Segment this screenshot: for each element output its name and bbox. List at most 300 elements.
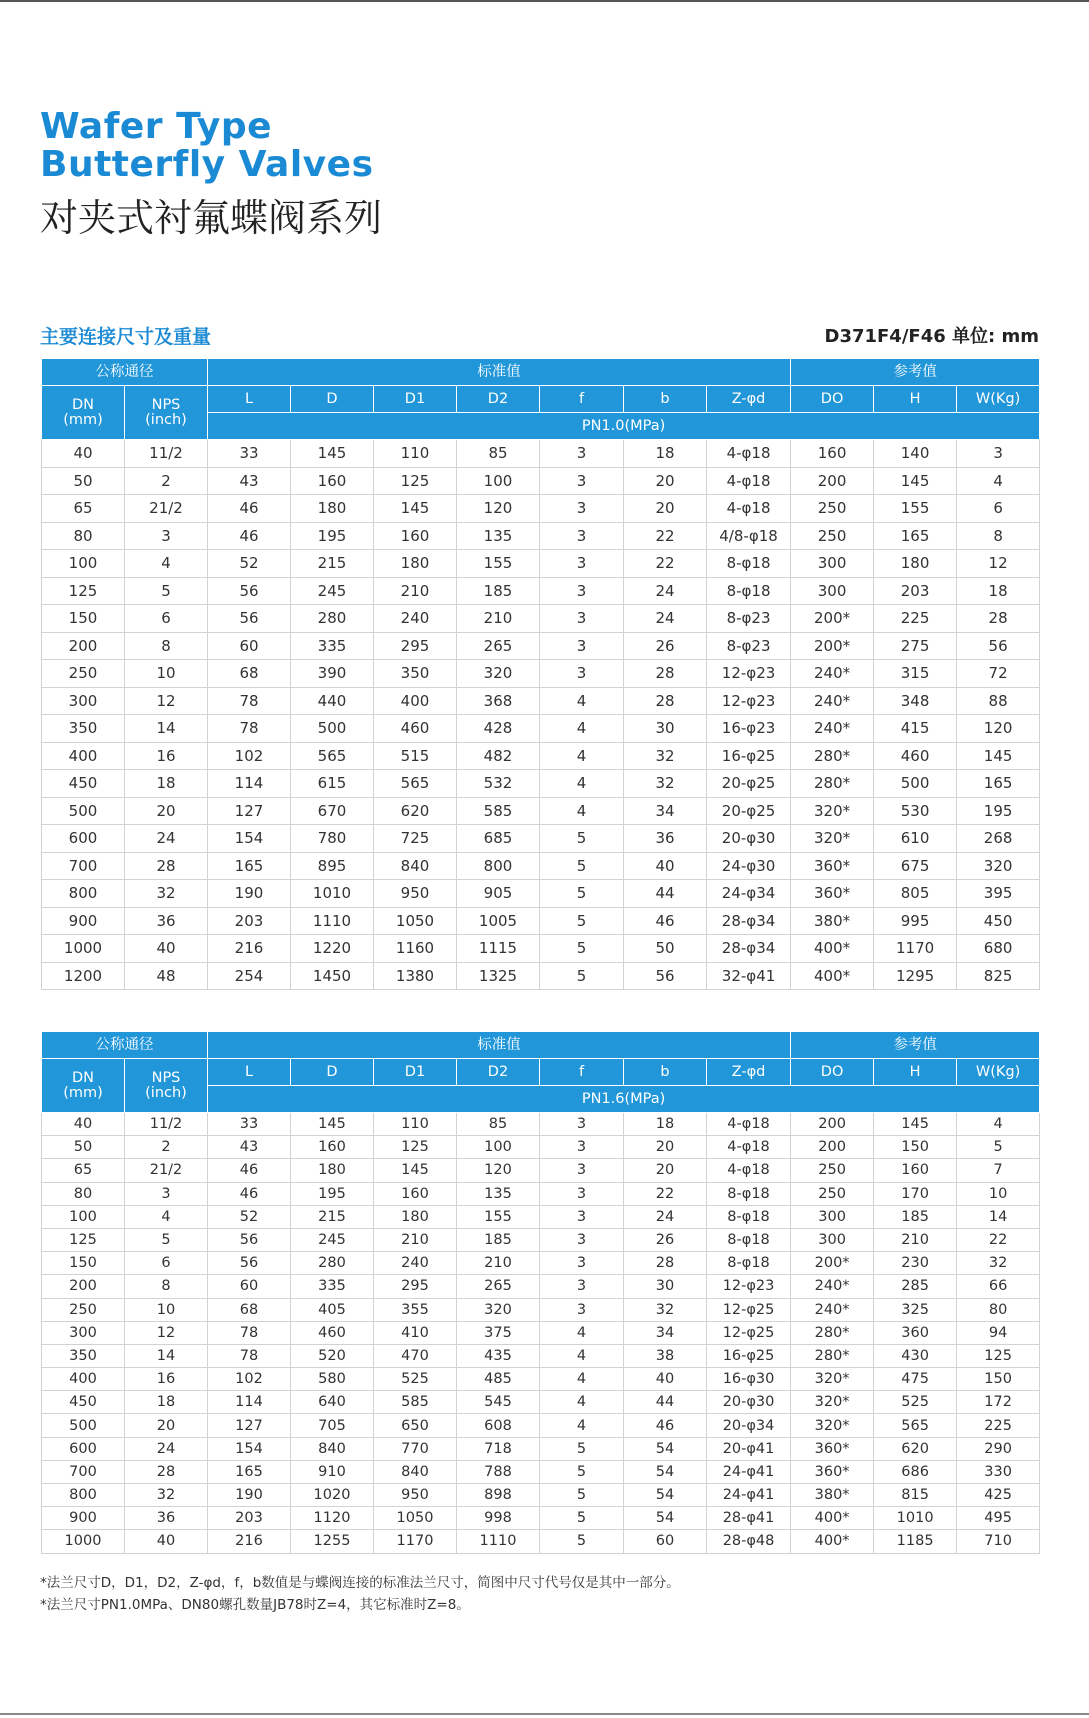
table-cell: 8 <box>957 522 1040 550</box>
table-cell: 38 <box>624 1344 707 1367</box>
table-cell: 8-φ18 <box>707 1205 791 1228</box>
table-cell: 94 <box>957 1321 1040 1344</box>
table-cell: 950 <box>374 1484 457 1507</box>
table-cell: 12-φ23 <box>707 1275 791 1298</box>
table-cell: 4 <box>540 1368 624 1391</box>
header-col: Z-φd <box>707 1059 791 1086</box>
title-english <box>40 108 374 184</box>
table-row <box>42 1460 1040 1483</box>
table-cell: 250 <box>791 495 874 523</box>
table-cell: 88 <box>957 687 1040 715</box>
table-cell: 320* <box>791 825 874 853</box>
table-cell: 20-φ25 <box>707 770 791 798</box>
table-cell: 265 <box>457 632 540 660</box>
table-row <box>42 1344 1040 1367</box>
table-cell: 12-φ25 <box>707 1321 791 1344</box>
table-cell: 4 <box>540 770 624 798</box>
table-cell: 11/2 <box>125 1113 208 1136</box>
table-cell: 20-φ30 <box>707 825 791 853</box>
table-row <box>42 1484 1040 1507</box>
table-cell: 300 <box>791 1228 874 1251</box>
table-cell: 210 <box>374 1228 457 1251</box>
header-dn <box>42 1059 125 1113</box>
table-cell: 125 <box>42 1228 125 1251</box>
table-cell: 460 <box>874 742 957 770</box>
table-cell: 145 <box>374 1159 457 1182</box>
table-cell: 100 <box>457 1136 540 1159</box>
table-cell: 80 <box>42 1182 125 1205</box>
table-cell: 300 <box>42 687 125 715</box>
table-cell: 545 <box>457 1391 540 1414</box>
table-row <box>42 1252 1040 1275</box>
table-cell: 428 <box>457 715 540 743</box>
table-cell: 21/2 <box>125 1159 208 1182</box>
header-col: W(Kg) <box>957 1059 1040 1086</box>
header-pressure-class: PN1.6(MPa) <box>208 1086 1040 1113</box>
table-cell: 500 <box>42 797 125 825</box>
table-cell: 24-φ34 <box>707 880 791 908</box>
table-cell: 32 <box>125 880 208 908</box>
table-cell: 3 <box>540 632 624 660</box>
table-cell: 28 <box>125 1460 208 1483</box>
table-cell: 185 <box>457 577 540 605</box>
spec-table-pn10 <box>41 359 1040 990</box>
table-cell: 8-φ23 <box>707 605 791 633</box>
table-cell: 600 <box>42 1437 125 1460</box>
table-cell: 32-φ41 <box>707 962 791 990</box>
table-cell: 485 <box>457 1368 540 1391</box>
table-cell: 530 <box>874 797 957 825</box>
table-cell: 3 <box>540 467 624 495</box>
table-cell: 395 <box>957 880 1040 908</box>
table-cell: 24 <box>624 605 707 633</box>
table-cell: 1000 <box>42 935 125 963</box>
table-row <box>42 1368 1040 1391</box>
table-row <box>42 907 1040 935</box>
table-cell: 180 <box>291 495 374 523</box>
table-cell: 160 <box>291 1136 374 1159</box>
table-cell: 675 <box>874 852 957 880</box>
header-col: D1 <box>374 1059 457 1086</box>
table-cell: 32 <box>624 742 707 770</box>
table-cell: 24-φ30 <box>707 852 791 880</box>
table-cell: 216 <box>208 1530 291 1553</box>
table-cell: 898 <box>457 1484 540 1507</box>
table-cell: 400* <box>791 1530 874 1553</box>
table-cell: 3 <box>540 1113 624 1136</box>
table-cell: 250 <box>42 660 125 688</box>
table-cell: 5 <box>540 825 624 853</box>
table-row <box>42 550 1040 578</box>
table-cell: 32 <box>957 1252 1040 1275</box>
table-row <box>42 1182 1040 1205</box>
table-cell: 120 <box>457 495 540 523</box>
header-col: DO <box>791 386 874 413</box>
header-standard-values: 标准值 <box>208 359 791 386</box>
table-row <box>42 770 1040 798</box>
table-cell: 190 <box>208 1484 291 1507</box>
table-cell: 155 <box>457 1205 540 1228</box>
table-cell: 22 <box>624 1182 707 1205</box>
table-cell: 240* <box>791 1275 874 1298</box>
table-row <box>42 632 1040 660</box>
table-cell: 3 <box>540 440 624 468</box>
table-cell: 910 <box>291 1460 374 1483</box>
table-cell: 840 <box>291 1437 374 1460</box>
table-cell: 3 <box>540 1298 624 1321</box>
table-cell: 1110 <box>291 907 374 935</box>
table-cell: 5 <box>540 962 624 990</box>
table-cell: 500 <box>42 1414 125 1437</box>
table-cell: 240* <box>791 715 874 743</box>
table-row <box>42 1321 1040 1344</box>
table-cell: 254 <box>208 962 291 990</box>
table-cell: 295 <box>374 1275 457 1298</box>
table-cell: 110 <box>374 1113 457 1136</box>
table-cell: 11/2 <box>125 440 208 468</box>
table-cell: 4-φ18 <box>707 440 791 468</box>
table-cell: 5 <box>540 1530 624 1553</box>
table-cell: 800 <box>42 880 125 908</box>
table-cell: 154 <box>208 825 291 853</box>
table-cell: 165 <box>874 522 957 550</box>
table-cell: 22 <box>624 522 707 550</box>
table-cell: 24 <box>624 577 707 605</box>
table-cell: 4 <box>540 715 624 743</box>
table-cell: 4/8-φ18 <box>707 522 791 550</box>
table-cell: 5 <box>540 1507 624 1530</box>
table-cell: 348 <box>874 687 957 715</box>
table-cell: 16 <box>125 742 208 770</box>
table-cell: 610 <box>874 825 957 853</box>
table-cell: 615 <box>291 770 374 798</box>
table-cell: 840 <box>374 1460 457 1483</box>
table-cell: 54 <box>624 1437 707 1460</box>
table-cell: 43 <box>208 467 291 495</box>
table-cell: 44 <box>624 880 707 908</box>
table-cell: 840 <box>374 852 457 880</box>
table-cell: 145 <box>374 495 457 523</box>
table-cell: 4 <box>125 1205 208 1228</box>
header-col: L <box>208 1059 291 1086</box>
table-cell: 8-φ18 <box>707 1228 791 1251</box>
table-cell: 12-φ25 <box>707 1298 791 1321</box>
table-cell: 1450 <box>291 962 374 990</box>
table-cell: 470 <box>374 1344 457 1367</box>
table-cell: 46 <box>624 1414 707 1437</box>
table-cell: 125 <box>957 1344 1040 1367</box>
table-cell: 215 <box>291 1205 374 1228</box>
table-row <box>42 495 1040 523</box>
header-col: Z-φd <box>707 386 791 413</box>
table-cell: 580 <box>291 1368 374 1391</box>
table-cell: 56 <box>624 962 707 990</box>
table-cell: 4-φ18 <box>707 1113 791 1136</box>
table-cell: 40 <box>42 1113 125 1136</box>
table-cell: 400* <box>791 962 874 990</box>
table-cell: 705 <box>291 1414 374 1437</box>
table-cell: 3 <box>540 1228 624 1251</box>
table-cell: 21/2 <box>125 495 208 523</box>
table-cell: 1115 <box>457 935 540 963</box>
table-cell: 56 <box>208 577 291 605</box>
table-cell: 320* <box>791 797 874 825</box>
table-cell: 56 <box>208 1252 291 1275</box>
table-cell: 240 <box>374 1252 457 1275</box>
table-cell: 360 <box>874 1321 957 1344</box>
table-cell: 315 <box>874 660 957 688</box>
table-cell: 5 <box>957 1136 1040 1159</box>
table-cell: 600 <box>42 825 125 853</box>
table-cell: 127 <box>208 1414 291 1437</box>
table-cell: 998 <box>457 1507 540 1530</box>
header-col: D2 <box>457 1059 540 1086</box>
table-cell: 30 <box>624 1275 707 1298</box>
table-cell: 85 <box>457 440 540 468</box>
table-cell: 28 <box>624 660 707 688</box>
table-cell: 670 <box>291 797 374 825</box>
table-cell: 3 <box>540 1252 624 1275</box>
table-cell: 32 <box>125 1484 208 1507</box>
table-cell: 56 <box>957 632 1040 660</box>
table-cell: 500 <box>291 715 374 743</box>
table-row <box>42 742 1040 770</box>
table-cell: 20 <box>624 1136 707 1159</box>
table-cell: 16-φ25 <box>707 742 791 770</box>
table-cell: 22 <box>624 550 707 578</box>
table-cell: 460 <box>374 715 457 743</box>
table-cell: 60 <box>208 1275 291 1298</box>
table-cell: 165 <box>208 852 291 880</box>
table-row <box>42 1414 1040 1437</box>
table-cell: 5 <box>540 880 624 908</box>
section-title: 主要连接尺寸及重量 <box>40 326 212 348</box>
header-dn-label: DN <box>71 1069 94 1086</box>
table-cell: 200 <box>42 632 125 660</box>
table-cell: 190 <box>208 880 291 908</box>
table-cell: 435 <box>457 1344 540 1367</box>
table-cell: 330 <box>957 1460 1040 1483</box>
table-cell: 24 <box>624 1205 707 1228</box>
table-cell: 40 <box>624 852 707 880</box>
table-cell: 440 <box>291 687 374 715</box>
table-cell: 135 <box>457 1182 540 1205</box>
table-cell: 825 <box>957 962 1040 990</box>
table-cell: 390 <box>291 660 374 688</box>
table-cell: 14 <box>125 1344 208 1367</box>
table-cell: 525 <box>874 1391 957 1414</box>
table-cell: 210 <box>457 1252 540 1275</box>
table-cell: 160 <box>291 467 374 495</box>
table-cell: 565 <box>874 1414 957 1437</box>
table-cell: 2 <box>125 467 208 495</box>
table-cell: 60 <box>624 1530 707 1553</box>
table-cell: 160 <box>374 522 457 550</box>
header-col: H <box>874 386 957 413</box>
table-cell: 5 <box>540 1460 624 1483</box>
table-cell: 28 <box>624 687 707 715</box>
table-cell: 320* <box>791 1368 874 1391</box>
table-cell: 65 <box>42 1159 125 1182</box>
table-cell: 3 <box>125 1182 208 1205</box>
table-row <box>42 1228 1040 1251</box>
table-cell: 3 <box>540 605 624 633</box>
header-col: f <box>540 386 624 413</box>
table-cell: 18 <box>957 577 1040 605</box>
header-dn-unit: (mm) <box>63 411 103 428</box>
table-cell: 34 <box>624 797 707 825</box>
table-cell: 60 <box>208 632 291 660</box>
table-cell: 180 <box>374 1205 457 1228</box>
header-dn-label: DN <box>71 396 94 413</box>
table-cell: 160 <box>874 1159 957 1182</box>
table-cell: 1020 <box>291 1484 374 1507</box>
table-cell: 1050 <box>374 1507 457 1530</box>
table-cell: 20 <box>125 1414 208 1437</box>
table-cell: 770 <box>374 1437 457 1460</box>
table-cell: 240 <box>374 605 457 633</box>
table-cell: 200 <box>791 467 874 495</box>
table-cell: 360* <box>791 852 874 880</box>
table-cell: 10 <box>125 660 208 688</box>
table-cell: 905 <box>457 880 540 908</box>
table-cell: 400* <box>791 1507 874 1530</box>
table-cell: 200* <box>791 1252 874 1275</box>
table-cell: 100 <box>457 467 540 495</box>
header-col: D1 <box>374 386 457 413</box>
table-cell: 24 <box>125 1437 208 1460</box>
table-cell: 46 <box>208 495 291 523</box>
table-cell: 28-φ41 <box>707 1507 791 1530</box>
table-cell: 686 <box>874 1460 957 1483</box>
table-cell: 585 <box>374 1391 457 1414</box>
table-cell: 28-φ34 <box>707 907 791 935</box>
table-cell: 40 <box>624 1368 707 1391</box>
table-row <box>42 577 1040 605</box>
table-cell: 585 <box>457 797 540 825</box>
table-cell: 300 <box>791 577 874 605</box>
table-cell: 400 <box>42 1368 125 1391</box>
table-row <box>42 1437 1040 1460</box>
table-cell: 48 <box>125 962 208 990</box>
table-cell: 28-φ34 <box>707 935 791 963</box>
table-cell: 210 <box>374 577 457 605</box>
table-row <box>42 715 1040 743</box>
table-cell: 216 <box>208 935 291 963</box>
table-cell: 200 <box>42 1275 125 1298</box>
header-col: f <box>540 1059 624 1086</box>
table-cell: 230 <box>874 1252 957 1275</box>
table-cell: 6 <box>957 495 1040 523</box>
table-cell: 120 <box>457 1159 540 1182</box>
table-cell: 18 <box>125 1391 208 1414</box>
table-cell: 250 <box>42 1298 125 1321</box>
table-cell: 718 <box>457 1437 540 1460</box>
table-cell: 4 <box>125 550 208 578</box>
table-cell: 380* <box>791 1484 874 1507</box>
table-cell: 185 <box>457 1228 540 1251</box>
table-cell: 290 <box>957 1437 1040 1460</box>
table-cell: 150 <box>957 1368 1040 1391</box>
header-dn <box>42 386 125 440</box>
table-cell: 46 <box>208 1159 291 1182</box>
table-cell: 368 <box>457 687 540 715</box>
table-cell: 1200 <box>42 962 125 990</box>
table-cell: 80 <box>42 522 125 550</box>
table-cell: 800 <box>42 1484 125 1507</box>
title-english-line2: Butterfly Valves <box>40 144 374 185</box>
table-cell: 532 <box>457 770 540 798</box>
table-cell: 54 <box>624 1484 707 1507</box>
table-cell: 203 <box>208 907 291 935</box>
table-cell: 102 <box>208 1368 291 1391</box>
table-cell: 24-φ41 <box>707 1484 791 1507</box>
table-cell: 460 <box>291 1321 374 1344</box>
table-cell: 12-φ23 <box>707 660 791 688</box>
table-cell: 28-φ48 <box>707 1530 791 1553</box>
table-cell: 430 <box>874 1344 957 1367</box>
table-cell: 360* <box>791 1460 874 1483</box>
table-cell: 10 <box>957 1182 1040 1205</box>
table-row <box>42 1391 1040 1414</box>
table-cell: 36 <box>125 907 208 935</box>
table-cell: 200 <box>791 1136 874 1159</box>
table-cell: 335 <box>291 1275 374 1298</box>
table-cell: 52 <box>208 1205 291 1228</box>
table-cell: 995 <box>874 907 957 935</box>
table-cell: 3 <box>540 1205 624 1228</box>
table-cell: 350 <box>42 715 125 743</box>
table-cell: 3 <box>540 1182 624 1205</box>
table-cell: 16 <box>125 1368 208 1391</box>
table-cell: 46 <box>208 522 291 550</box>
table-cell: 3 <box>540 1275 624 1298</box>
table-cell: 32 <box>624 1298 707 1321</box>
header-col: D2 <box>457 386 540 413</box>
table-cell: 28 <box>125 852 208 880</box>
table-cell: 250 <box>791 1159 874 1182</box>
table-cell: 203 <box>874 577 957 605</box>
table-cell: 78 <box>208 715 291 743</box>
table-cell: 4-φ18 <box>707 1136 791 1159</box>
table-cell: 3 <box>540 1136 624 1159</box>
table-cell: 200* <box>791 632 874 660</box>
table-cell: 50 <box>42 1136 125 1159</box>
table-cell: 1110 <box>457 1530 540 1553</box>
table-cell: 240* <box>791 660 874 688</box>
table-cell: 275 <box>874 632 957 660</box>
header-nps-unit: (inch) <box>145 411 187 428</box>
table-cell: 14 <box>125 715 208 743</box>
table-cell: 120 <box>957 715 1040 743</box>
table-cell: 20 <box>624 1159 707 1182</box>
table-cell: 195 <box>291 522 374 550</box>
table-cell: 28 <box>624 1252 707 1275</box>
table-cell: 68 <box>208 1298 291 1321</box>
table-cell: 5 <box>540 1437 624 1460</box>
table-cell: 240* <box>791 687 874 715</box>
table-cell: 20 <box>624 495 707 523</box>
table-cell: 8 <box>125 632 208 660</box>
table-row <box>42 605 1040 633</box>
table-cell: 145 <box>874 467 957 495</box>
table-cell: 425 <box>957 1484 1040 1507</box>
table-cell: 475 <box>874 1368 957 1391</box>
table-cell: 80 <box>957 1298 1040 1321</box>
table-cell: 16-φ30 <box>707 1368 791 1391</box>
table-cell: 160 <box>374 1182 457 1205</box>
table-cell: 515 <box>374 742 457 770</box>
